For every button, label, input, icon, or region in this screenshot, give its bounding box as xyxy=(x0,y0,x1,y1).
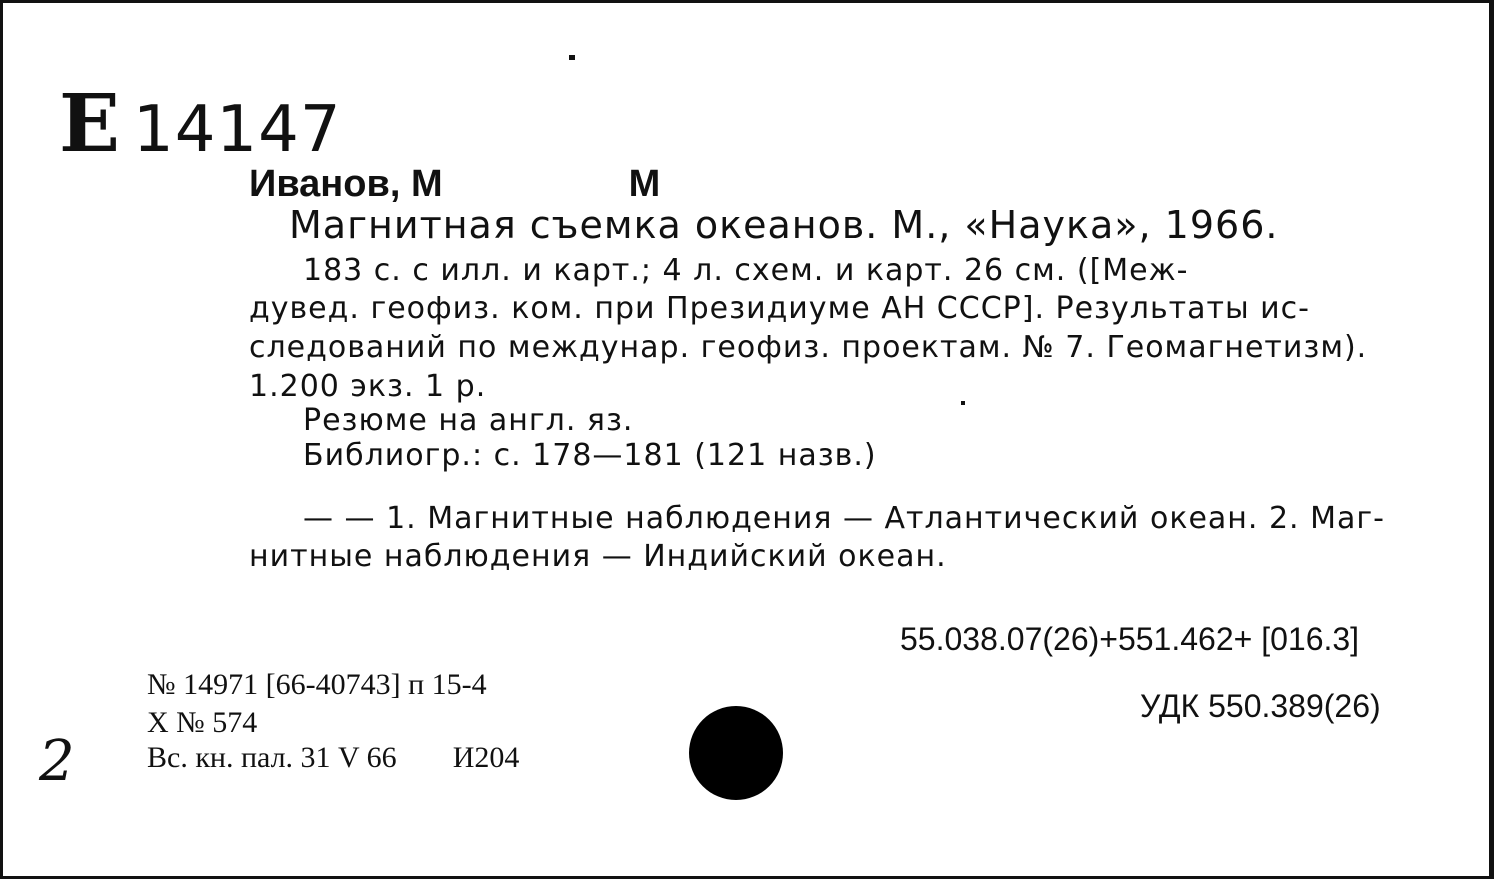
note-line: Резюме на англ. яз. xyxy=(303,403,634,438)
handwritten-mark: 2 xyxy=(39,729,75,794)
author-name: Иванов, М xyxy=(249,163,443,205)
classification-code: 55.038.07(26)+551.462+ [016.3] xyxy=(900,621,1360,657)
call-number-digits: 14147 xyxy=(132,93,342,167)
accession-line: № 14971 [66-40743] п 15-4 xyxy=(147,668,487,701)
description-line: 183 с. с илл. и карт.; 4 л. схем. и карт. 26 см. ([Меж- xyxy=(303,253,1189,288)
subject-line: нитные наблюдения — Индийский океан. xyxy=(249,539,947,574)
author-initial: М xyxy=(628,163,661,205)
description-line: следований по междунар. геофиз. проектам. № 7. Геомагнетизм). xyxy=(249,330,1368,365)
call-number-letter: Е xyxy=(59,76,121,170)
ink-dot xyxy=(961,401,965,405)
accession-line: Х № 574 xyxy=(147,706,258,739)
printer-code: И204 xyxy=(452,741,520,774)
title-line: Магнитная съемка океанов. М., «Наука», 1966. xyxy=(289,203,1279,247)
ink-dot xyxy=(569,55,575,60)
accession-line xyxy=(147,741,519,775)
call-number xyxy=(59,76,342,170)
description-line: 1.200 экз. 1 р. xyxy=(249,369,487,404)
udc-code: УДК 550.389(26) xyxy=(1140,688,1381,724)
subject-line: — — 1. Магнитные наблюдения — Атлантический океан. 2. Маг- xyxy=(303,501,1385,536)
note-line: Библиогр.: с. 178—181 (121 назв.) xyxy=(303,438,877,473)
chamber-stamp: Вс. кн. пал. 31 V 66 xyxy=(147,741,397,774)
punch-hole xyxy=(689,706,783,800)
description-line: дувед. геофиз. ком. при Президиуме АН СССР]. Результаты ис- xyxy=(249,291,1310,326)
author-heading xyxy=(249,163,660,206)
